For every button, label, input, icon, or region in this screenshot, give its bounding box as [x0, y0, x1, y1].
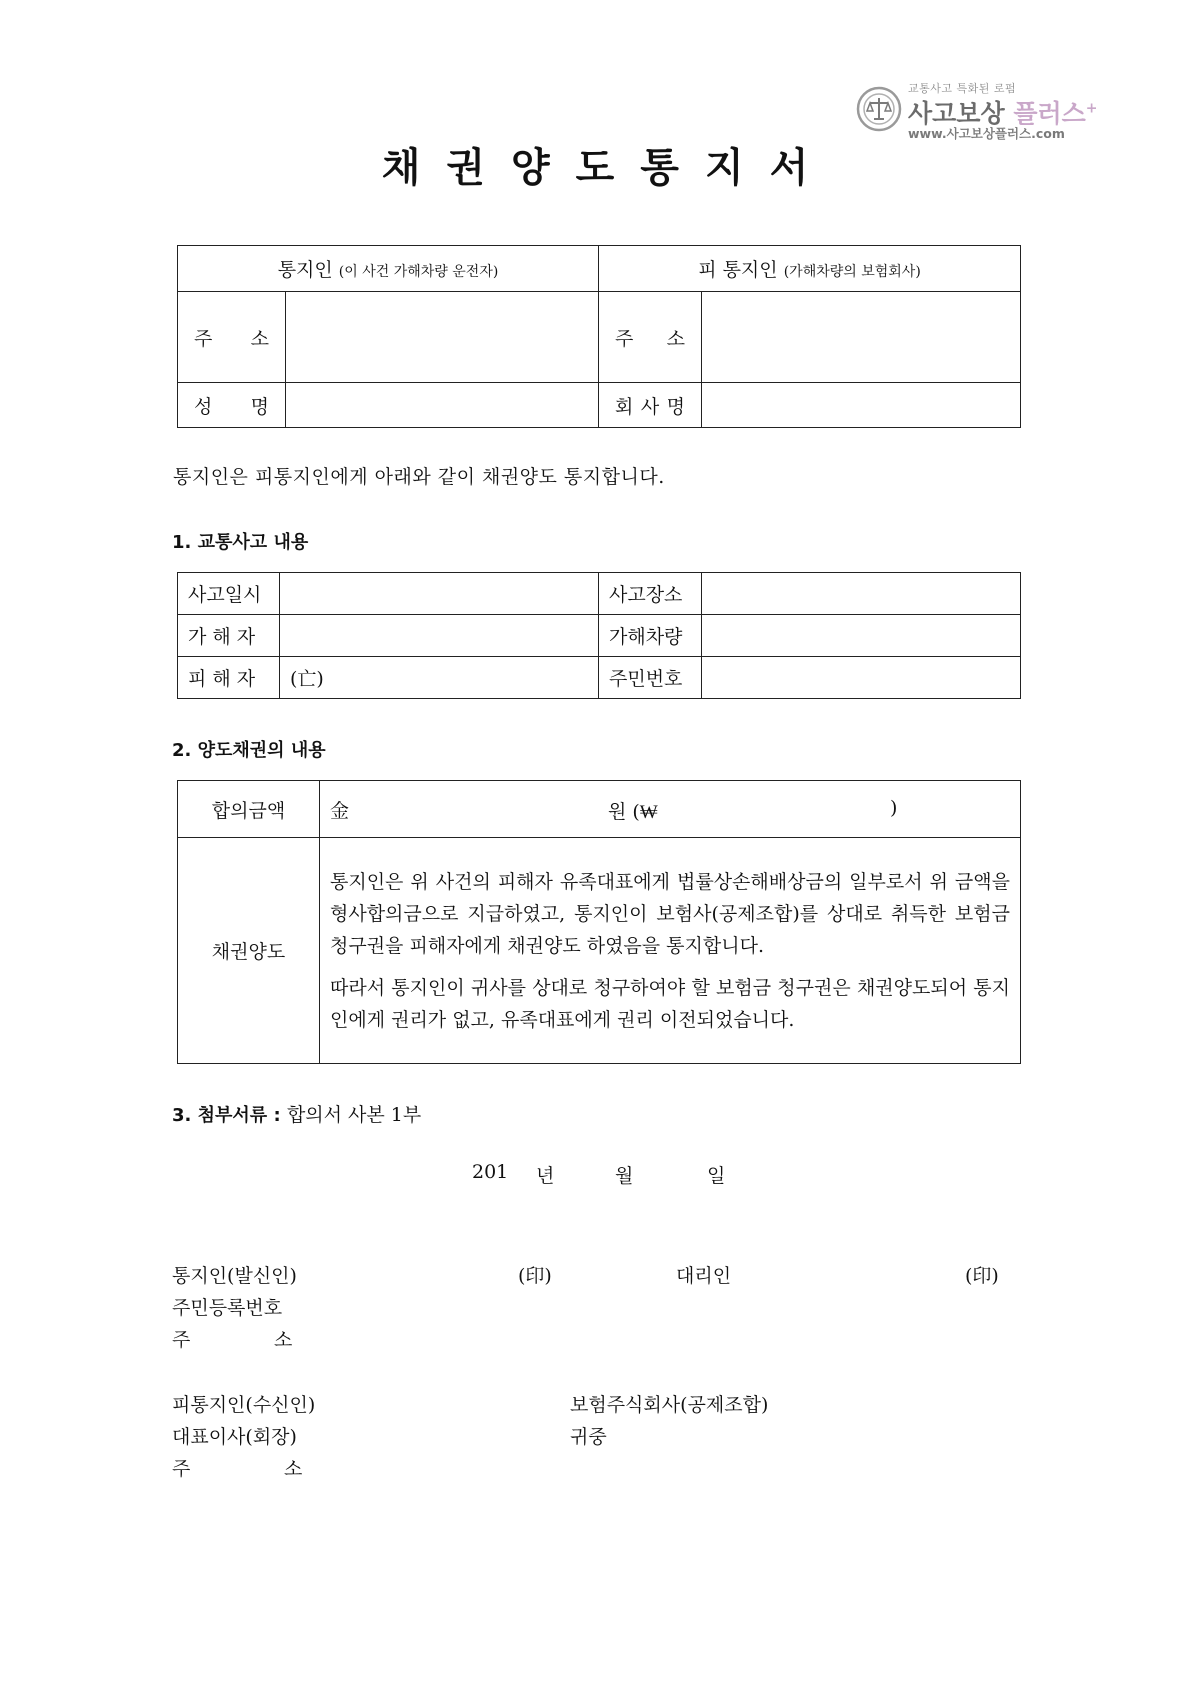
- victim-label: 피 해 자: [178, 657, 280, 699]
- accident-place-label: 사고장소: [599, 573, 702, 615]
- recipient-address-label: 주 소: [599, 292, 702, 383]
- offender-vehicle-label: 가해차량: [599, 615, 702, 657]
- date-year-unit: 년: [536, 1165, 555, 1187]
- accident-row: [178, 573, 1021, 615]
- section2-heading: 2. 양도채권의 내용: [172, 740, 326, 761]
- sender-address-label: 주: [172, 1329, 191, 1351]
- offender-label: 가 해 자: [178, 615, 280, 657]
- receiver-address-label-2: 소: [284, 1458, 303, 1480]
- recipient-address-field[interactable]: [702, 292, 1021, 383]
- notifier-name-field[interactable]: [286, 383, 599, 428]
- amount-prefix: 金: [330, 799, 350, 822]
- ceo-label: 대표이사(회장): [172, 1426, 297, 1448]
- transfer-paragraph-1: 통지인은 위 사건의 피해자 유족대표에게 법률상손해배상금의 일부로서 위 금액을 형사합의금으로 지급하였고, 통지인이 보험사(공제조합)를 상대로 취득한 보험금청구권을 피해자에게 채권양도 하였음을 통지합니다.: [330, 870, 1010, 957]
- accident-table: [177, 572, 1021, 699]
- victim-field[interactable]: (亡): [280, 657, 599, 699]
- sender-address-label-2: 소: [274, 1329, 293, 1351]
- notifier-header: 통지인 (이 사건 가해차량 운전자): [178, 246, 599, 292]
- offender-field[interactable]: [280, 615, 599, 657]
- amount-close: ): [890, 797, 898, 819]
- amount-field[interactable]: [320, 781, 1021, 838]
- accident-row: [178, 615, 1021, 657]
- accident-date-label: 사고일시: [178, 573, 280, 615]
- logo-tagline: 교통사고 특화된 로펌: [908, 82, 1017, 95]
- date-month-unit: 월: [615, 1165, 634, 1187]
- accident-date-field[interactable]: [280, 573, 599, 615]
- sender-label: 통지인(발신인): [172, 1265, 297, 1287]
- receiver-address-label: 주: [172, 1458, 191, 1480]
- transfer-content: [320, 838, 1021, 1064]
- document-title: 채권양도통지서: [381, 144, 835, 191]
- receiver-label: 피통지인(수신인): [172, 1394, 316, 1416]
- attachment-value: 합의서 사본 1부: [286, 1104, 422, 1126]
- recipient-company-field[interactable]: [702, 383, 1021, 428]
- intro-text: 통지인은 피통지인에게 아래와 같이 채권양도 통지합니다.: [173, 466, 665, 488]
- date-year: 201: [472, 1161, 509, 1183]
- accident-row: [178, 657, 1021, 699]
- insurer-label: 보험주식회사(공제조합): [570, 1394, 769, 1416]
- notifier-address-label: 주 소: [178, 292, 286, 383]
- date-day-unit: 일: [707, 1165, 726, 1187]
- agent-seal: (印): [965, 1265, 999, 1287]
- honorific: 귀중: [570, 1426, 607, 1448]
- transfer-paragraph-2: 따라서 통지인이 귀사를 상대로 청구하여야 할 보험금 청구권은 채권양도되어 통지인에게 권리가 없고, 유족대표에게 권리 이전되었습니다.: [330, 976, 1010, 1031]
- parties-table: [177, 245, 1021, 428]
- scales-emblem-icon: [856, 86, 902, 132]
- recipient-header: 피 통지인 (가해차량의 보험회사): [599, 246, 1021, 292]
- logo-name: 사고보상 플러스+: [908, 99, 1098, 128]
- amount-label: 합의금액: [178, 781, 320, 838]
- claim-table: [177, 780, 1021, 1064]
- offender-vehicle-field[interactable]: [702, 615, 1021, 657]
- resident-registration-label: 주민등록번호: [172, 1297, 283, 1319]
- resident-number-label: 주민번호: [599, 657, 702, 699]
- transfer-label: 채권양도: [178, 838, 320, 1064]
- amount-won: 원 (₩: [608, 801, 658, 823]
- notifier-name-label: 성 명: [178, 383, 286, 428]
- section1-heading: 1. 교통사고 내용: [172, 532, 309, 553]
- notifier-address-field[interactable]: [286, 292, 599, 383]
- recipient-company-label: 회 사 명: [599, 383, 702, 428]
- company-logo: [856, 80, 1098, 142]
- resident-number-field[interactable]: [702, 657, 1021, 699]
- accident-place-field[interactable]: [702, 573, 1021, 615]
- agent-label: 대리인: [676, 1265, 732, 1287]
- logo-url: www.사고보상플러스.com: [908, 126, 1065, 141]
- section3-heading: 3. 첨부서류 : 합의서 사본 1부: [172, 1104, 422, 1126]
- sender-seal: (印): [518, 1265, 552, 1287]
